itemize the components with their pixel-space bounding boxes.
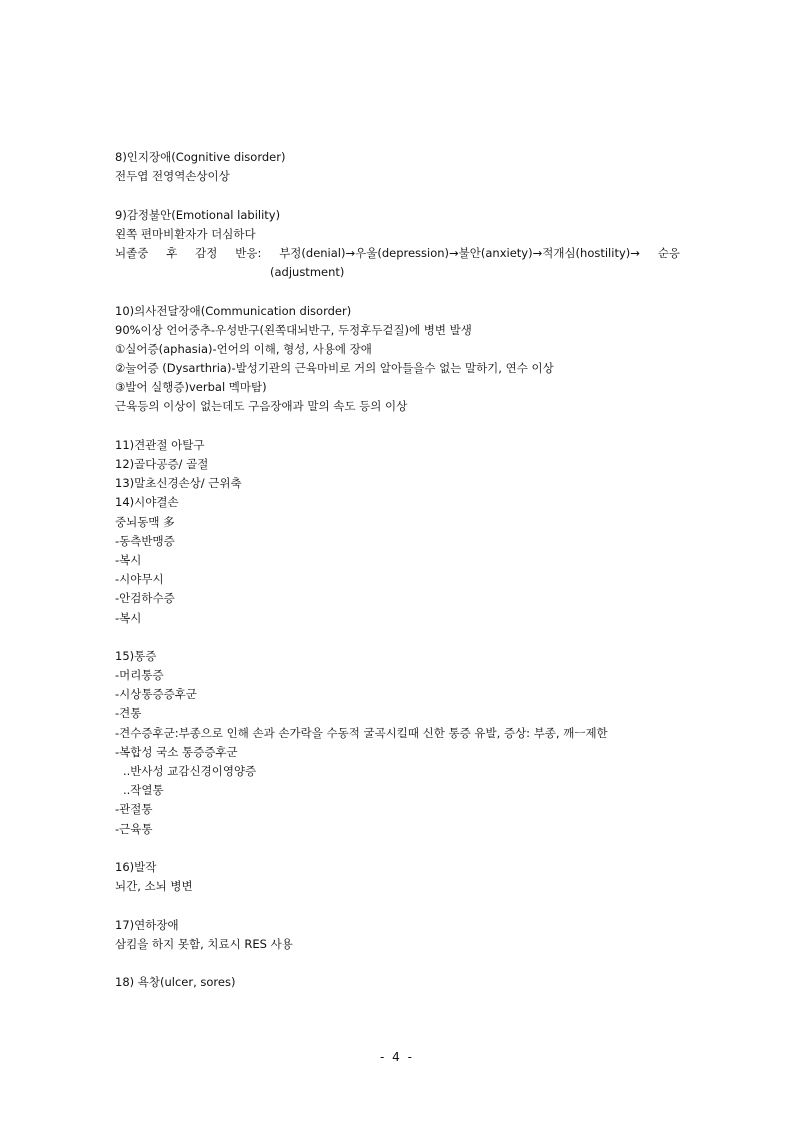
section-11-heading: 11)견관절 아탈구 (115, 437, 205, 452)
section-17-line: 삼킴을 하지 못함, 치료시 RES 사용 (115, 936, 293, 951)
section-15-sub-item: ..반사성 교감신경이영양증 (123, 764, 257, 778)
section-12-heading: 12)골다공증/ 골절 (115, 457, 209, 471)
section-10-line: 90%이상 언어중추-우성반구(왼쪽대뇌반구, 두정후두겉질)에 병변 발생 (115, 322, 472, 337)
reaction-word: 뇌졸중 (115, 245, 149, 260)
section-10-line: ②눌어증 (Dysarthria)-발성기관의 근육마비로 거의 알아들을수 없는 말하기, 연수 이상 (115, 361, 554, 376)
section-15-list-item: -관절통 (115, 802, 153, 817)
spacer (115, 186, 685, 205)
section-14-list-item: -안검하수증 (115, 591, 175, 606)
section-10-line: ③발어 실행증)verbal 멕마탐) (115, 380, 267, 395)
section-15-list-item: -견통 (115, 706, 142, 721)
section-18-heading: 18) 욕창(ulcer, sores) (115, 975, 236, 990)
section-14-list-item: -복시 (115, 552, 142, 567)
section-8-line: 전두엽 전영역손상이상 (115, 169, 230, 184)
emotion-reaction-line (115, 244, 680, 263)
section-13-heading: 13)말초신경손상/ 근위축 (115, 476, 242, 491)
emotion-reaction-continuation: (adjustment) (270, 265, 345, 280)
spacer (115, 896, 685, 915)
section-15-list-item: -머리통증 (115, 668, 164, 683)
section-9-line: 왼쪽 편마비환자가 더심하다 (115, 226, 256, 241)
section-10-line: 근육등의 이상이 없는데도 구음장애과 말의 속도 등의 이상 (115, 399, 408, 414)
reaction-sequence: 부정(denial)→우울(depression)→불안(anxiety)→적개심(hostility)→ (279, 245, 640, 260)
reaction-word: 감정 (195, 245, 218, 260)
section-14-line: 중뇌동맥 多 (115, 514, 175, 529)
section-14-list-item: -복시 (115, 610, 142, 625)
section-10-heading: 10)의사전달장애(Communication disorder) (115, 303, 352, 318)
section-15-list-item: -복합성 국소 통증증후군 (115, 744, 238, 759)
spacer (115, 839, 685, 858)
section-15-list-item: -근육통 (115, 821, 153, 836)
spacer (115, 954, 685, 973)
section-15-list-item: -시상통증증후군 (115, 687, 197, 702)
page-number: - 4 - (380, 1050, 414, 1064)
reaction-word: 반응: (235, 245, 262, 260)
section-16-heading: 16)발작 (115, 859, 157, 874)
section-14-heading: 14)시야결손 (115, 495, 179, 510)
section-8-heading: 8)인지장애(Cognitive disorder) (115, 150, 286, 164)
section-15-sub-item: ..작열통 (123, 783, 164, 798)
reaction-word: 순응 (657, 245, 680, 260)
section-15-list-item: -견수증후군:부종으로 인해 손과 손가락을 수동적 굴곡시킬때 신한 통증 유발, 증상: 부종, 깨ㅡ제한 (115, 725, 608, 740)
spacer (115, 282, 685, 301)
page-content (115, 148, 685, 992)
section-10-line: ①실어증(aphasia)-언어의 이해, 형성, 사용에 장애 (115, 341, 372, 356)
spacer (115, 628, 685, 647)
section-17-heading: 17)연하장애 (115, 917, 179, 932)
section-16-line: 뇌간, 소뇌 병변 (115, 879, 193, 894)
section-15-heading: 15)통증 (115, 648, 157, 663)
spacer (115, 417, 685, 436)
section-14-list-item: -시야무시 (115, 572, 164, 587)
reaction-word: 후 (166, 245, 178, 260)
section-9-heading: 9)감정불안(Emotional lability) (115, 207, 281, 222)
section-14-list-item: -동측반맹증 (115, 533, 175, 548)
